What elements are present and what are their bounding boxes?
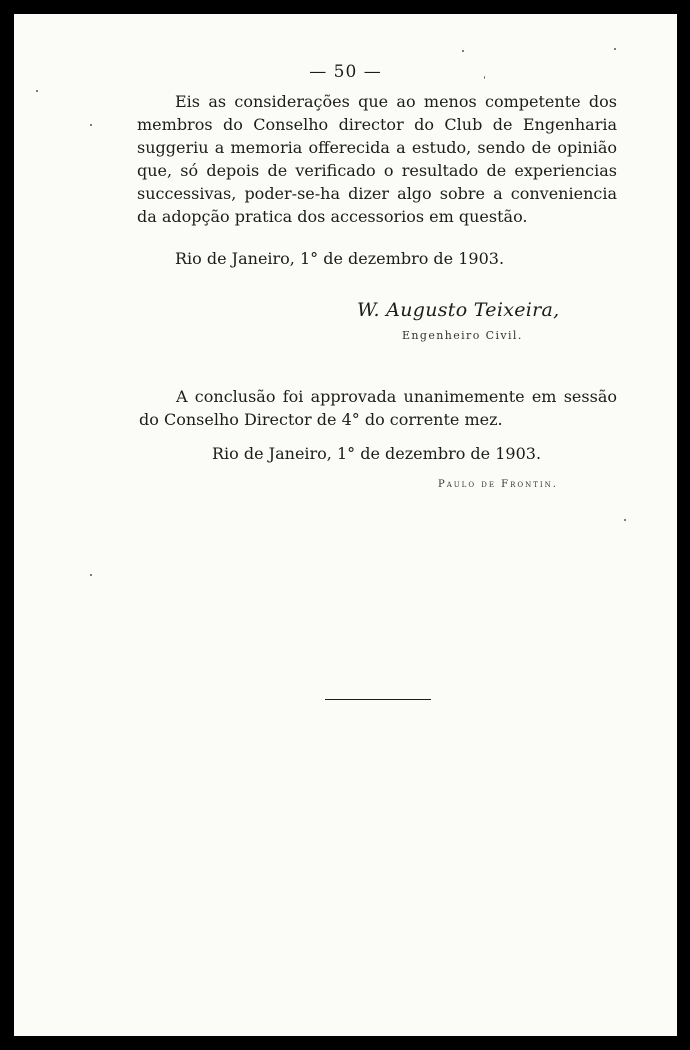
- paragraph-conclusion: [139, 385, 617, 431]
- paper-speck: [614, 48, 616, 50]
- paragraph-line: suggeriu a memoria offerecida a estudo, sendo de opinião: [137, 138, 617, 157]
- place-date-line: Rio de Janeiro, 1° de dezembro de 1903.: [212, 444, 542, 463]
- paper-speck: [90, 574, 92, 576]
- page-number: — 50 —: [309, 62, 382, 82]
- paragraph-line: que, só depois de verificado o resultado de experiencias: [137, 161, 617, 180]
- place-date-line: Rio de Janeiro, 1° de dezembro de 1903.: [175, 249, 505, 268]
- paragraph-line: A conclusão foi approvada unanimemente em sessão: [176, 387, 617, 406]
- paper-speck: [90, 124, 92, 126]
- paper-speck: [484, 76, 485, 79]
- paper-speck: [36, 90, 38, 92]
- closing-rule: [325, 699, 431, 700]
- paper-speck: [462, 50, 464, 52]
- paragraph-considerations: [137, 90, 617, 228]
- paragraph-line: do Conselho Director de 4° do corrente mez.: [139, 410, 503, 429]
- paragraph-line: da adopção pratica dos accessorios em questão.: [137, 207, 528, 226]
- paper-speck: [624, 519, 626, 521]
- paragraph-line: membros do Conselho director do Club de Engenharia: [137, 115, 617, 134]
- paragraph-line: Eis as considerações que ao menos competente dos: [175, 92, 617, 111]
- paragraph-line: successivas, poder-se-ha dizer algo sobre a conveniencia: [137, 184, 617, 203]
- signature-name: W. Augusto Teixeira,: [357, 299, 560, 321]
- document-page: [14, 14, 677, 1036]
- signature-president: Paulo de Frontin.: [438, 479, 558, 490]
- signature-title: Engenheiro Civil.: [402, 329, 523, 342]
